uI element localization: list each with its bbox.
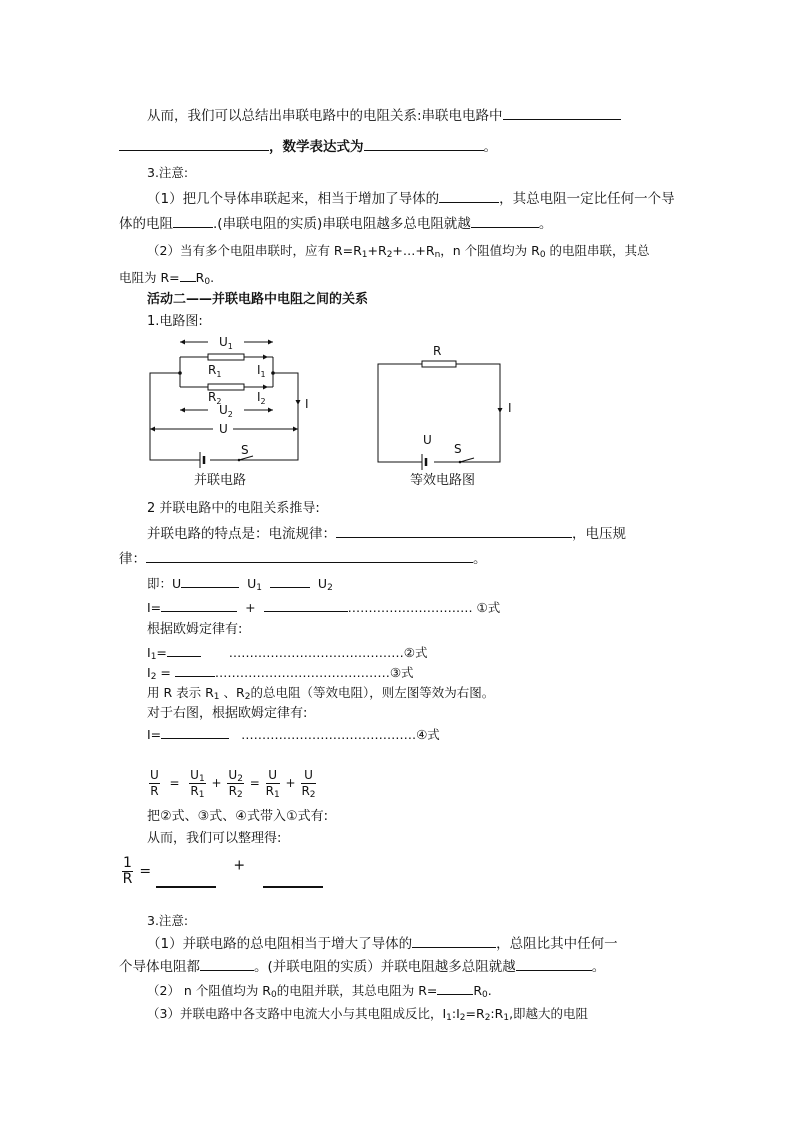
note2-p2: （2） n 个阻值均为 $R_0$的电阻并联，其总电阻为 $R= R_0$. [147,983,492,1000]
blank[interactable] [503,106,621,120]
right-figure-line: 对于右图，根据欧姆定律有: [147,706,308,721]
blank[interactable] [173,214,213,228]
note1-p1-line1: （1）把几个导体串联起来，相当于增加了导体的 ，其总电阻一定比任何一个导 [147,191,675,207]
svg-text:I2: $I_2$ [257,390,266,406]
blank[interactable] [336,524,572,538]
blank[interactable] [180,268,196,282]
series-summary-line1: 从而，我们可以总结出串联电路中的电阻关系:串联电电路中 [147,106,621,125]
blank[interactable] [181,574,239,588]
note2-p3: （3）并联电路中各支路中电流大小与其电阻成反比，$I_1:I_2=R_2:R_1$,即越大的电阻 [147,1006,589,1023]
derivation-features-line1: 并联电路的特点是：电流规律： ，电压规 [147,526,626,542]
svg-text:I1: $I_1$ [257,363,266,379]
parallel-circuit-diagram [143,330,313,490]
note2-p1-line1: （1）并联电路的总电阻相当于增大了导体的 ，总阻比其中任何一 [147,936,618,952]
final-formula: $\frac{1}{R}$ = + [120,856,323,888]
eq3: $I_2$ = ……………………………………③式 [147,665,414,682]
svg-text:R1: $R_1$ [208,363,222,379]
blank[interactable] [146,549,473,563]
fraction-u2-over-r2: $\frac{U_2}{R_2}$ [228,768,243,800]
eq-voltage: 即：U $U_1$ $U_2$ [147,576,333,593]
note2-p1-line2: 个导体电阻都 。(并联电阻的实质）并联电阻越多总阻就越 。 [119,959,606,975]
blank[interactable] [364,137,484,151]
blank[interactable] [412,934,496,948]
circuit-heading: 1.电路图: [147,314,203,329]
fraction-u1-over-r1: $\frac{U_1}{R_1}$ [190,768,205,800]
equivalent-circuit-diagram [370,340,520,470]
svg-text:I: I [508,401,512,415]
note1-heading: 3.注意: [147,165,189,180]
note1-p2-line2: 电阻为 $R= R_0$. [119,270,215,287]
blank[interactable] [437,981,473,995]
ohm-law-line: 根据欧姆定律有: [147,622,243,637]
blank[interactable] [175,663,215,677]
blank[interactable] [516,957,592,971]
fraction-equation: $\frac{U}{R}$ = $\frac{U_1}{R_1}$ + $\frac{U_2}{R_2}$ = $\frac{U}{R_1}$ + $\frac{U}{R_2}$ [150,768,316,800]
fraction-one-over-r: $\frac{1}{R}$ [122,855,133,887]
derivation-heading: 2 并联电路中的电阻关系推导: [147,501,320,516]
eq4: I= ……………………………………④式 [147,727,440,742]
note2-heading: 3.注意: [147,913,189,928]
substitute-line: 把②式、③式、④式带入①式有: [147,809,328,824]
caption-equivalent-circuit: 等效电路图 [410,473,476,488]
svg-text:U: U [219,422,228,436]
resistor-r [422,361,456,367]
activity2-title: 活动二——并联电路中电阻之间的关系 [147,292,369,307]
blank[interactable] [200,957,254,971]
blank[interactable] [263,873,323,888]
svg-text:U2: $U_2$ [219,403,233,419]
fraction-u-over-r: $\frac{U}{R}$ [150,768,159,798]
series-summary-line2: ，数学表达式为 。 [119,137,497,156]
svg-text:R2: $R_2$ [208,390,222,406]
blank[interactable] [119,137,269,151]
fraction-u-over-r2: $\frac{U}{R_2}$ [301,768,316,800]
blank[interactable] [264,598,348,612]
blank[interactable] [161,725,229,739]
derivation-features-line2: 律： 。 [119,551,487,567]
caption-parallel-circuit: 并联电路 [194,473,247,488]
blank[interactable] [471,214,539,228]
eq1: I= + ………………………… ①式 [147,600,501,615]
svg-text:S: S [241,443,249,457]
svg-text:S: S [454,442,462,456]
blank[interactable] [161,598,237,612]
blank[interactable] [167,643,201,657]
blank[interactable] [156,873,216,888]
resistor-r1 [208,354,244,360]
note1-p2-line1: （2）当有多个电阻串联时，应有 $R=R_1+R_2+\dots+R_n$，n 个阻值均为 $R_0$ 的电阻串联，其总 [147,243,650,260]
blank[interactable] [270,574,310,588]
fraction-u-over-r1: $\frac{U}{R_1}$ [265,768,280,800]
svg-text:I: I [305,397,309,411]
eq2: $I_1=$ ……………………………………②式 [147,645,428,662]
organize-line: 从而，我们可以整理得: [147,831,282,846]
equivalent-resistance-line: 用 R 表示 $R_1$ 、$R_2$的总电阻（等效电阻），则左图等效为右图。 [147,685,495,702]
note1-p1-line2: 体的电阻 .(串联电阻的实质)串联电阻越多总电阻就越 。 [119,216,553,232]
blank[interactable] [439,189,499,203]
svg-text:U1: $U_1$ [219,335,233,351]
svg-text:R: R [433,344,442,358]
svg-text:U: U [423,433,432,447]
